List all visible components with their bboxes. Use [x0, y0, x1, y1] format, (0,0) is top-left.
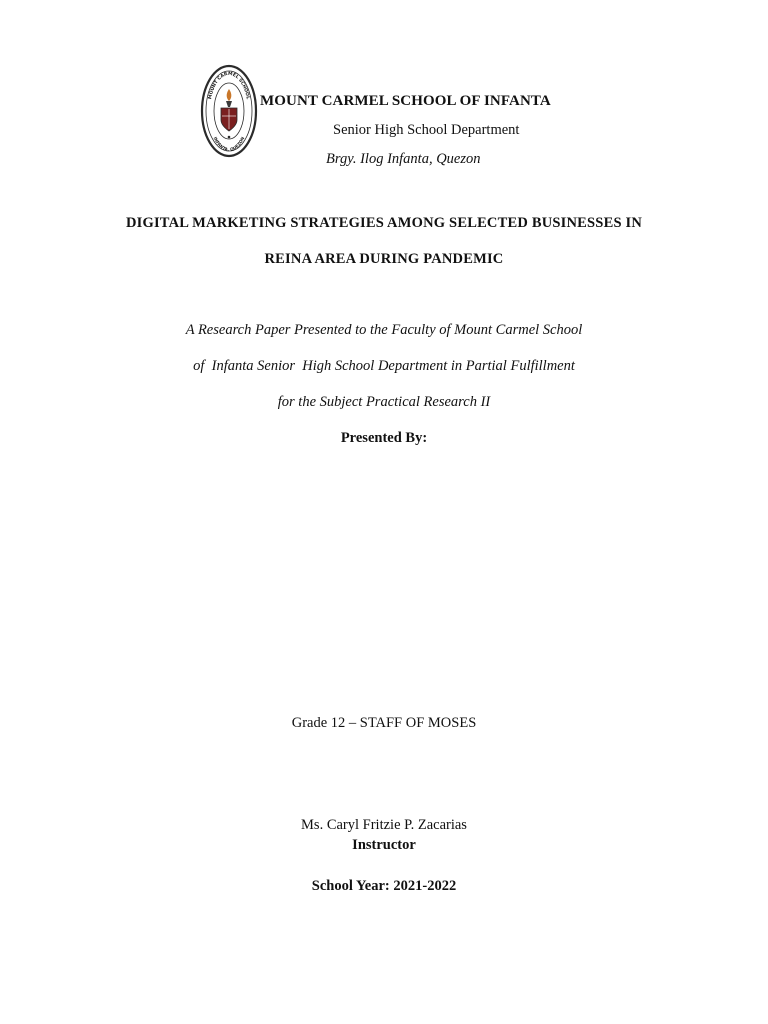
fulfillment-line-1: A Research Paper Presented to the Faculty of Mount Carmel School [185, 322, 583, 338]
school-seal-icon [200, 63, 258, 159]
presented-by-label: Presented By: [340, 430, 428, 446]
department-name: Senior High School Department [333, 122, 520, 138]
section-name: Grade 12 – STAFF OF MOSES [291, 715, 477, 731]
fulfillment-line-2: of Infanta Senior High School Department in Partial Fulfillment [193, 358, 575, 374]
seal-text-bottom: INFANTA, QUEZON [212, 135, 246, 153]
school-name: MOUNT CARMEL SCHOOL OF INFANTA [260, 93, 551, 109]
instructor-name: Ms. Caryl Fritzie P. Zacarias [301, 817, 467, 833]
paper-title-line-1: DIGITAL MARKETING STRATEGIES AMONG SELECTED BUSINESSES IN [125, 215, 643, 231]
school-address: Brgy. Ilog Infanta, Quezon [326, 151, 481, 167]
school-year: School Year: 2021-2022 [311, 878, 457, 894]
instructor-role: Instructor [352, 837, 416, 853]
paper-title-line-2: REINA AREA DURING PANDEMIC [264, 251, 504, 267]
seal-text-top: MOUNT CARMEL SCHOOL [208, 71, 250, 100]
fulfillment-line-3: for the Subject Practical Research II [277, 394, 491, 410]
